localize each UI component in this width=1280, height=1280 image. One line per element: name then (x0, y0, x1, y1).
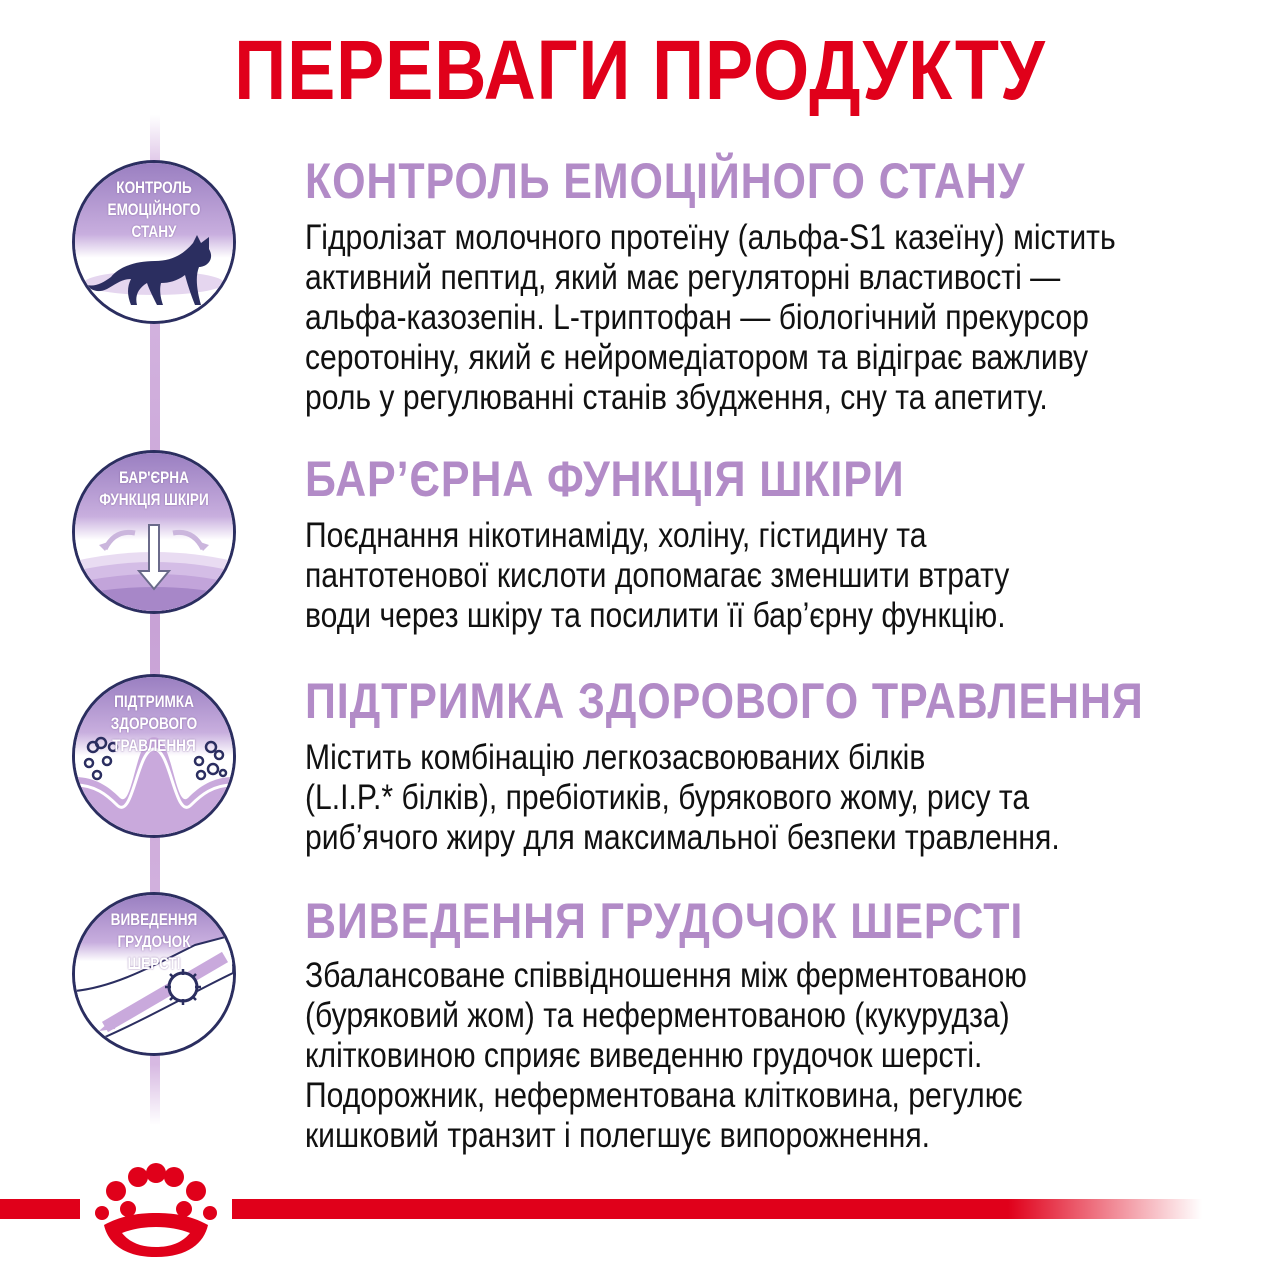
cat-icon (72, 160, 236, 324)
footer-line-left (0, 1199, 80, 1219)
benefit-text-skin: Поєднання нікотинаміду, холіну, гістидину та пантотенової кислоти допомагає зменшити втрату води через шкіру та посилити її бар’єрну функцію. (305, 516, 1010, 635)
icon-label: КОНТРОЛЬ ЕМОЦІЙНОГО СТАНУ (107, 178, 201, 241)
skin-barrier-icon (72, 450, 236, 614)
benefit-heading-skin: БАР’ЄРНА ФУНКЦІЯ ШКІРИ (305, 451, 905, 507)
benefit-text-digestion: Містить комбінацію легкозасвоюваних білків (L.I.P.* білків), пребіотиків, бурякового жому, рису та риб’ячого жиру для максимальної безпеки травлення. (305, 738, 1060, 857)
benefit-heading-hairball: ВИВЕДЕННЯ ГРУДОЧОК ШЕРСТІ (305, 893, 1024, 949)
footer-line-right (232, 1199, 1202, 1219)
page-title: ПЕРЕВАГИ ПРОДУКТУ (234, 23, 1046, 117)
benefit-text-emotional: Гідролізат молочного протеїну (альфа-S1 казеїну) містить активний пептид, який має регуляторні властивості — альфа-казозепін. L-триптофан — біологічний прекурсор серотоніну, який є нейромедіатором та відіграє важливу роль у регулюванні станів збудження, сну та апетиту. (305, 218, 1116, 417)
icon-label: БАР'ЄРНА ФУНКЦІЯ ШКІРИ (99, 468, 209, 509)
benefit-heading-emotional: КОНТРОЛЬ ЕМОЦІЙНОГО СТАНУ (305, 153, 1026, 209)
icon-label: ПІДТРИМКА ЗДОРОВОГО ТРАВЛЕННЯ (110, 692, 198, 755)
benefit-text-hairball: Збалансоване співвідношення між ферментованою (буряковий жом) та неферментованою (кукурудза) клітковиною сприяє виведенню грудочок шерсті. Подорожник, неферментована клітковина, регулює кишковий транзит і полегшує випорожнення. (305, 956, 1027, 1155)
benefit-heading-digestion: ПІДТРИМКА ЗДОРОВОГО ТРАВЛЕННЯ (305, 673, 1144, 729)
crown-icon (92, 1163, 220, 1263)
digestion-icon (72, 674, 236, 838)
hairball-icon (72, 892, 236, 1056)
icon-label: ВИВЕДЕННЯ ГРУДОЧОК ШЕРСТІ (110, 910, 198, 973)
